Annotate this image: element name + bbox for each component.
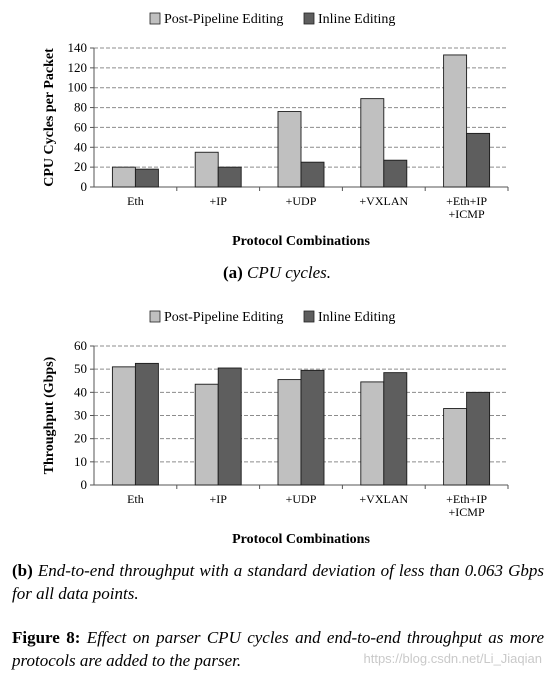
bar xyxy=(112,167,135,187)
bar xyxy=(135,363,158,485)
bar xyxy=(444,409,467,485)
y-tick-label: 60 xyxy=(74,119,87,135)
bar xyxy=(278,380,301,485)
legend-swatch xyxy=(150,311,160,322)
x-tick-label: +VXLAN xyxy=(359,492,409,506)
caption-b-text: End-to-end throughput with a standard deviation of less than 0.063 Gbps for all data points. xyxy=(12,561,544,603)
bar xyxy=(301,370,324,485)
bar xyxy=(301,162,324,187)
y-axis-label: CPU Cycles per Packet xyxy=(42,48,57,187)
caption-a-text: CPU cycles. xyxy=(247,263,332,282)
caption-b-label: (b) xyxy=(12,561,33,580)
bar xyxy=(195,384,218,485)
bar xyxy=(361,382,384,485)
x-tick-label: Eth xyxy=(127,194,144,208)
legend-swatch xyxy=(304,13,314,24)
legend-label: Post-Pipeline Editing xyxy=(164,12,284,27)
y-tick-label: 120 xyxy=(67,59,87,75)
legend-label: Post-Pipeline Editing xyxy=(164,310,284,325)
bar xyxy=(278,112,301,187)
y-tick-label: 0 xyxy=(80,477,87,492)
legend-swatch xyxy=(304,311,314,322)
x-axis-label: Protocol Combinations xyxy=(232,234,370,249)
legend-swatch xyxy=(150,13,160,24)
y-tick-label: 0 xyxy=(80,179,87,194)
x-tick-label: +Eth+IP xyxy=(446,492,488,506)
x-tick-label: +UDP xyxy=(285,194,317,208)
x-tick-label: Eth xyxy=(127,492,144,506)
y-tick-label: 60 xyxy=(74,338,87,353)
x-tick-label: +VXLAN xyxy=(359,194,409,208)
bar xyxy=(112,367,135,485)
y-tick-label: 50 xyxy=(74,361,87,377)
x-tick-label: +IP xyxy=(209,194,227,208)
y-tick-label: 140 xyxy=(67,40,87,55)
bar xyxy=(361,99,384,187)
bar xyxy=(384,160,407,187)
bar xyxy=(135,169,158,187)
caption-a-label: (a) xyxy=(222,263,243,282)
bar xyxy=(384,373,407,485)
y-tick-label: 40 xyxy=(74,384,87,400)
bar xyxy=(444,55,467,187)
caption-b xyxy=(12,559,544,605)
bar xyxy=(218,167,241,187)
legend-label: Inline Editing xyxy=(318,310,396,325)
bar xyxy=(467,133,490,187)
y-tick-label: 80 xyxy=(74,99,87,115)
bar xyxy=(195,152,218,187)
x-tick-label: +ICMP xyxy=(448,505,485,519)
figure-label: Figure 8: xyxy=(12,628,81,647)
figure-caption-text: Effect on parser CPU cycles and end-to-end throughput as more protocols are added to the parser. xyxy=(12,628,544,670)
y-tick-label: 20 xyxy=(74,159,87,175)
x-tick-label: +UDP xyxy=(285,492,317,506)
legend-label: Inline Editing xyxy=(318,12,396,27)
x-tick-label: +Eth+IP xyxy=(446,194,488,208)
watermark: https://blog.csdn.net/Li_Jiaqian xyxy=(363,651,542,666)
caption-a xyxy=(0,263,554,283)
y-tick-label: 10 xyxy=(74,453,87,469)
x-tick-label: +ICMP xyxy=(448,207,485,221)
y-tick-label: 100 xyxy=(67,79,87,95)
bar xyxy=(467,392,490,485)
x-axis-label: Protocol Combinations xyxy=(232,532,370,547)
x-tick-label: +IP xyxy=(209,492,227,506)
y-axis-label: Throughput (Gbps) xyxy=(42,356,57,475)
y-tick-label: 30 xyxy=(74,407,87,423)
bar xyxy=(218,368,241,485)
cpu-cycles-chart xyxy=(0,0,554,255)
y-tick-label: 40 xyxy=(74,139,87,155)
throughput-chart xyxy=(0,298,554,553)
y-tick-label: 20 xyxy=(74,430,87,446)
